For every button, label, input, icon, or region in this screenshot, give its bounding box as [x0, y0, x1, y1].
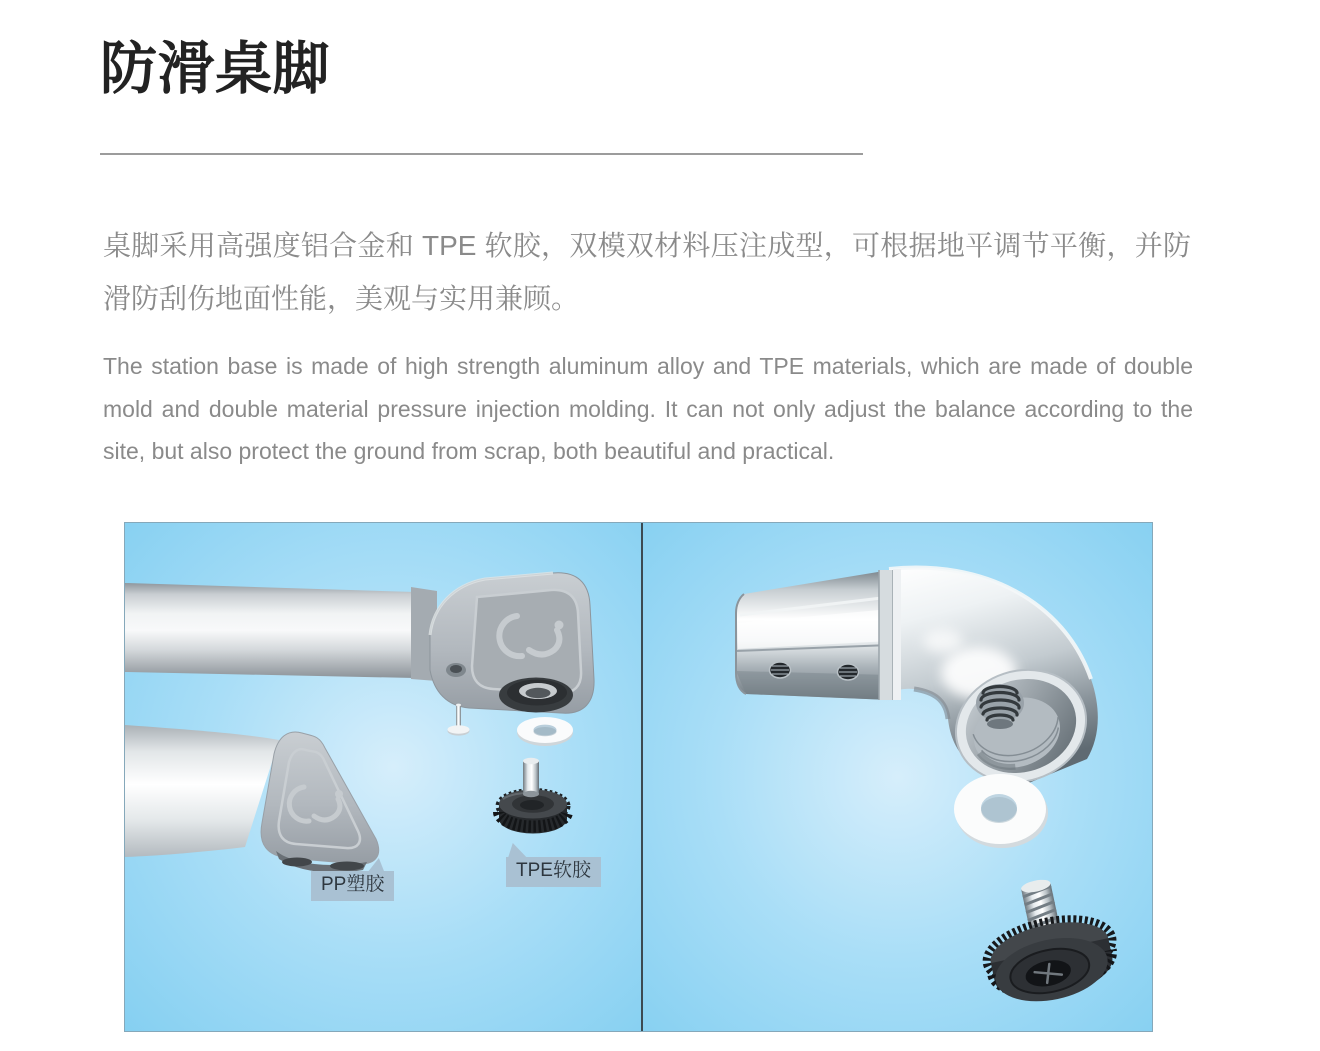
- material-label-tpe: [506, 857, 601, 887]
- washer: [517, 717, 573, 746]
- description-chinese: 桌脚采用高强度铝合金和 TPE 软胶，双模双材料压注成型，可根据地平调节平衡，并防滑防刮伤地面性能，美观与实用兼顾。: [103, 230, 1191, 314]
- figure-left-panel: [125, 523, 641, 1031]
- title-divider: [100, 153, 863, 155]
- material-label-tpe-text: TPE软胶: [516, 860, 591, 881]
- figure-right-panel: [643, 523, 1152, 1031]
- right-product-image: [643, 523, 1152, 1031]
- set-screw-hole: [770, 662, 791, 678]
- product-figure: [124, 522, 1153, 1032]
- material-label-pp-text: PP塑胶: [321, 874, 385, 895]
- set-screw-hole: [838, 664, 859, 680]
- left-product-image: [125, 523, 641, 1031]
- description-english: The station base is made of high strength aluminum alloy and TPE materials, which are made of double mold and double material pressure injection molding. It can not only adjust the balance according to the site, but also protect the ground from scrap, both beautiful and practical.: [103, 353, 1193, 464]
- page-title: 防滑桌脚: [100, 37, 330, 101]
- material-label-pp: [311, 871, 394, 901]
